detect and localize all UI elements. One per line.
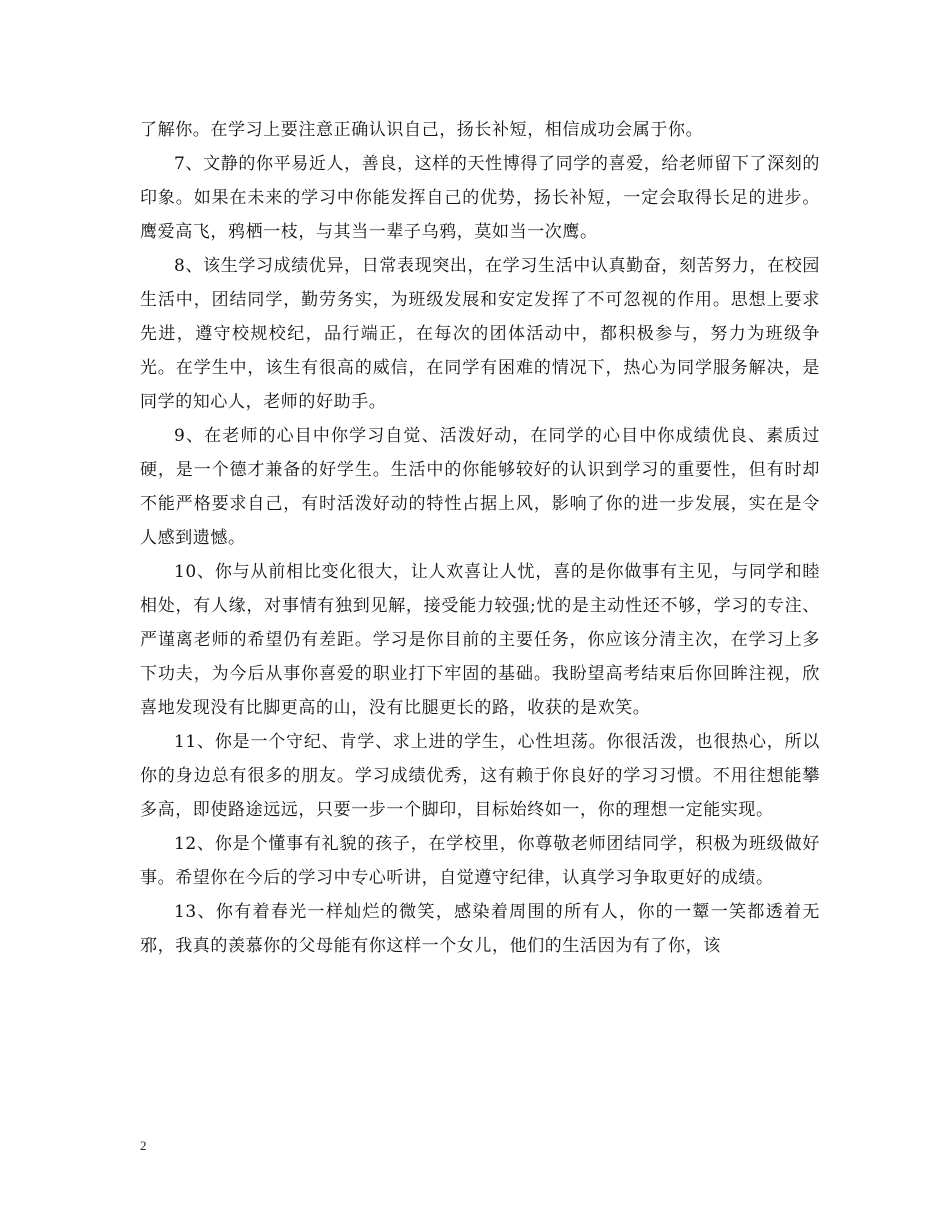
paragraph-item-9: 9、在老师的心目中你学习自觉、活泼好动，在同学的心目中你成绩优良、素质过硬，是一个德才兼备的好学生。生活中的你能够较好的认识到学习的重要性，但有时却不能严格要求自己，有时活泼好动的特性占据上风，影响了你的进一步发展，实在是令人感到遗憾。 <box>140 426 820 548</box>
paragraph-item-13: 13、你有着春光一样灿烂的微笑，感染着周围的所有人，你的一颦一笑都透着无邪，我真的羡慕你的父母能有你这样一个女儿，他们的生活因为有了你，该 <box>140 902 820 956</box>
paragraph-item-10: 10、你与从前相比变化很大，让人欢喜让人忧，喜的是你做事有主见，与同学和睦相处，有人缘，对事情有独到见解，接受能力较强;忧的是主动性还不够，学习的专注、严谨离老师的希望仍有差距。学习是你目前的主要任务，你应该分清主次，在学习上多下功夫，为今后从事你喜爱的职业打下牢固的基础。我盼望高考结束后你回眸注视，欣喜地发现没有比脚更高的山，没有比腿更长的路，收获的是欢笑。 <box>140 562 820 718</box>
document-body <box>140 113 820 963</box>
paragraph-item-7: 7、文静的你平易近人，善良，这样的天性博得了同学的喜爱，给老师留下了深刻的印象。如果在未来的学习中你能发挥自己的优势，扬长补短，一定会取得长足的进步。鹰爱高飞，鸦栖一枝，与其当一辈子乌鸦，莫如当一次鹰。 <box>140 154 820 242</box>
page-number: 2 <box>140 1138 147 1153</box>
paragraph-item-11: 11、你是一个守纪、肯学、求上进的学生，心性坦荡。你很活泼，也很热心，所以你的身边总有很多的朋友。学习成绩优秀，这有赖于你良好的学习习惯。不用往想能攀多高，即使路途远远，只要一步一个脚印，目标始终如一，你的理想一定能实现。 <box>140 732 820 820</box>
paragraph-continuation: 了解你。在学习上要注意正确认识自己，扬长补短，相信成功会属于你。 <box>140 120 704 140</box>
paragraph-item-12: 12、你是个懂事有礼貌的孩子，在学校里，你尊敬老师团结同学，积极为班级做好事。希望你在今后的学习中专心听讲，自觉遵守纪律，认真学习争取更好的成绩。 <box>140 834 820 888</box>
paragraph-item-8: 8、该生学习成绩优异，日常表现突出，在学习生活中认真勤奋，刻苦努力，在校园生活中，团结同学，勤劳务实，为班级发展和安定发挥了不可忽视的作用。思想上要求先进，遵守校规校纪，品行端正，在每次的团体活动中，都积极参与，努力为班级争光。在学生中，该生有很高的威信，在同学有困难的情况下，热心为同学服务解决，是同学的知心人，老师的好助手。 <box>140 256 820 412</box>
